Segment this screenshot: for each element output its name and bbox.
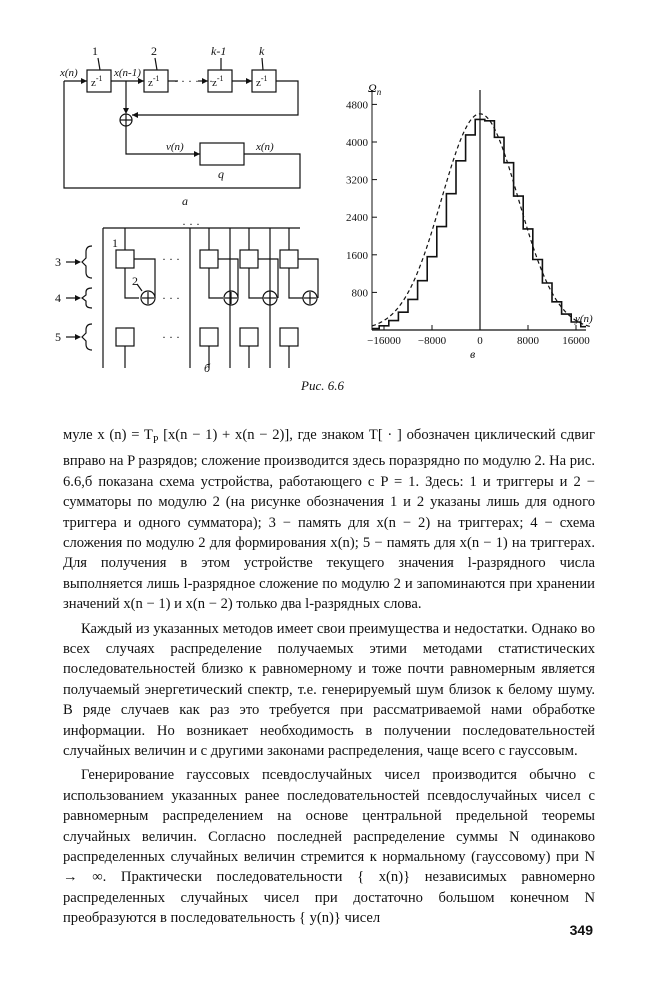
row-label-4: 4 (55, 291, 61, 305)
signal-vn-label: v(n) (166, 141, 184, 153)
stage-label-k: k (259, 44, 265, 58)
stage-label-2: 2 (151, 44, 157, 58)
row-label-5: 5 (55, 330, 61, 344)
register-k-text: $z^{-1}$ (256, 74, 268, 89)
signal-xn-out-label: x(n) (256, 141, 274, 153)
column-3 (230, 228, 278, 368)
item-label-1: 1 (112, 236, 118, 250)
panel-b-label: б (204, 361, 211, 375)
y-axis-title: $\Omega_n$ (368, 81, 382, 97)
x-tick-label: 0 (477, 335, 483, 347)
signal-xn-label: x(n) (60, 67, 78, 79)
histogram-series (372, 119, 586, 328)
panel-b-dots-bot: · · · (162, 330, 180, 344)
x-axis-title: y(n) (575, 313, 593, 325)
y-tick-label: 1600 (346, 249, 368, 262)
histogram-chart (346, 90, 591, 347)
x-tick-label: 8000 (517, 335, 539, 347)
figure-6-6 (0, 0, 645, 430)
body-text (63, 425, 595, 933)
panel-b-dots-top: · · · (162, 252, 180, 266)
stage-label-k-1: k-1 (211, 44, 227, 58)
register-1-text: $z^{-1}$ (91, 74, 103, 89)
quantizer-block (200, 143, 244, 165)
row-label-3: 3 (55, 255, 61, 269)
register-k-1-text: $z^{-1}$ (212, 74, 224, 89)
paragraph-1: муле x $(n) = T_P$ [x(n − 1) + x(n − 2)], где знаком T[ · ] обозначен циклический сдвиг вправо на P разрядов; сложение производится здесь поразрядно по модулю 2. На рис. 6.6,б показана схема устройства, работающего с P = 1. Здесь: 1 и триггеры и 2 − сумматоры по модулю 2 (на рисунке обозначения 1 и 2 указаны лишь для одного триггера и одного сумматора); 3 − память для x(n − 2) на триггерах; 4 − схема сложения по модулю 2 для формирования x(n); 5 − память для x(n − 1) на триггерах. Для получения в этом устройстве текущего значения l-разрядного числа выполняется лишь l-разрядное сложение по модулю 2 и запоминаются при хранении значений x(n − 1) и x(n − 2) только два l-разрядных слова. (63, 427, 595, 613)
signal-xn1-label: x(n-1) (114, 67, 141, 79)
paragraph-2: Каждый из указанных методов имеет свои преимущества и недостатки. Однако во всех случаях распределение получаемых этими методами статистических последовательностей близко к равномерному и тоже почти равномерным является получаемый энергетический спектр, т.е. генерируемый шум близок к белому шуму. В ряде случаев как раз это требуется при рассматриваемой нами обработке информации. Но возникает необходимость в получении последовательностей случайных величин и с другими законами распределения, чаще всего с гауссовым. (63, 620, 595, 759)
x-tick-label: −8000 (417, 335, 447, 347)
stage-label-1: 1 (92, 44, 98, 58)
column-1 (103, 228, 155, 368)
item-label-2: 2 (132, 274, 138, 288)
figure-caption: Рис. 6.6 (301, 378, 344, 393)
paragraph-3: Генерирование гауссовых псевдослучайных чисел производится обычно с использованием указанных ранее последовательностей псевдослучайных чисел с равномерным распределением на основе центральной предельной теоремы случайных величин. Согласно последней распределение суммы N одинаково распределенных случайных величин стремится к нормальному (гауссовому) при N → ∞. Практически последовательности { x(n)} независимых равномерно распределенных случайных чисел при достаточно большом конечном N преобразуются в последовательность { y(n)} чисел (63, 767, 595, 927)
y-tick-label: 3200 (346, 174, 368, 187)
y-tick-label: 2400 (346, 212, 368, 225)
gaussian-series (372, 114, 591, 327)
column-2 (190, 228, 238, 368)
panel-b-dots-mid: · · · (162, 291, 180, 305)
quantizer-label: q (218, 167, 224, 181)
register-2-text: $z^{-1}$ (148, 74, 160, 89)
x-tick-label: −16000 (367, 335, 401, 347)
panel-v-label: в (470, 347, 476, 361)
page-number: 349 (569, 922, 593, 938)
y-tick-label: 800 (351, 287, 368, 300)
y-tick-label: 4000 (346, 137, 368, 149)
panel-a-label: а (182, 194, 188, 208)
register-dots: · · · · · · (174, 74, 213, 88)
panel-b-dots-bus: · · · (182, 217, 200, 231)
x-tick-label: 16000 (562, 335, 590, 347)
y-tick-label: 4800 (346, 99, 368, 112)
